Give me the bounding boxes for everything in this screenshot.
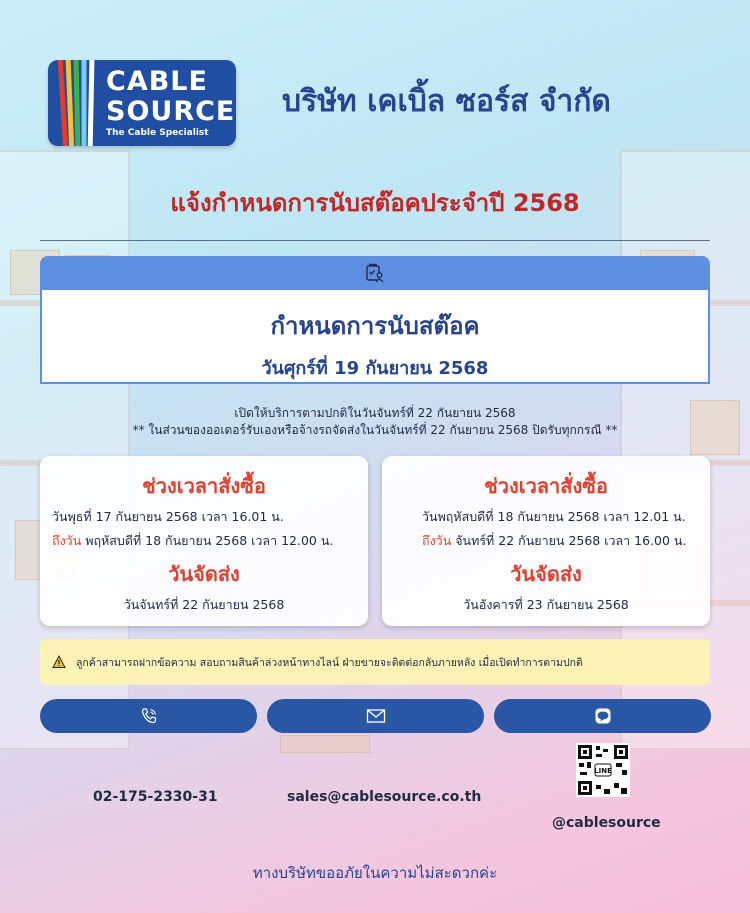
delivery-date: วันจันทร์ที่ 22 กันยายน 2568 xyxy=(123,597,285,612)
warning-text: ลูกค้าสามารถฝากข้อความ สอบถามสินค้าล่วงหน้าทางไลน์ ฝ่ายขายจะติดต่อกลับภายหลัง เมื่อเปิดทำการตามปกติ xyxy=(76,656,583,669)
company-name: บริษัท เคเบิ้ล ซอร์ส จำกัด xyxy=(282,84,611,119)
qr-line-label: LINE xyxy=(594,767,612,775)
line-id[interactable]: @cablesource xyxy=(552,815,661,831)
self-pickup-notice: ** ในส่วนของออเดอร์รับเองหรือจ้างรถจัดส่งในวันจันทร์ที่ 22 กันยายน 2568 ปิดรับทุกกรณี ** xyxy=(132,423,618,437)
cable-wires-icon xyxy=(52,60,102,146)
schedule-date: วันศุกร์ที่ 19 กันยายน 2568 xyxy=(261,358,489,379)
line-chat-icon xyxy=(594,707,612,725)
logo-tagline: The Cable Specialist xyxy=(106,128,209,138)
delivery-title: วันจัดส่ง xyxy=(510,562,582,586)
delivery-date: วันอังคารที่ 23 กันยายน 2568 xyxy=(463,597,629,612)
line-button[interactable] xyxy=(494,699,711,733)
order-to-line xyxy=(422,531,686,551)
call-button[interactable] xyxy=(40,699,257,733)
apology-text: ทางบริษัทขออภัยในความไม่สะดวกค่ะ xyxy=(252,864,498,882)
qr-code-icon xyxy=(576,743,630,797)
to-prefix: ถึงวัน xyxy=(422,533,452,548)
checklist-person-icon xyxy=(365,263,385,283)
warning-banner xyxy=(40,639,710,685)
order-to-line xyxy=(52,531,333,551)
to-prefix: ถึงวัน xyxy=(52,533,82,548)
order-from-line: วันพฤหัสบดีที่ 18 กันยายน 2568 เวลา 12.01 น. xyxy=(422,509,686,524)
logo-text-source: SOURCE xyxy=(106,96,236,127)
logo-text-cable: CABLE xyxy=(106,66,208,97)
email-address[interactable]: sales@cablesource.co.th xyxy=(287,789,482,805)
reopen-notice: เปิดให้บริการตามปกติในวันจันทร์ที่ 22 กันยายน 2568 xyxy=(234,406,516,420)
page-heading: แจ้งกำหนดการนับสต๊อคประจำปี 2568 xyxy=(170,189,580,217)
order-panel-1 xyxy=(40,456,368,626)
order-period-title: ช่วงเวลาสั่งซื้อ xyxy=(484,474,608,498)
pallet xyxy=(280,735,370,753)
order-from-line: วันพุธที่ 17 กันยายน 2568 เวลา 16.01 น. xyxy=(52,509,284,524)
line-qr-code[interactable] xyxy=(576,743,630,797)
company-logo xyxy=(48,60,236,146)
phone-icon xyxy=(140,707,158,725)
order-period-title: ช่วงเวลาสั่งซื้อ xyxy=(142,474,266,498)
to-text: พฤหัสบดีที่ 18 กันยายน 2568 เวลา 12.00 น. xyxy=(85,533,334,548)
envelope-icon xyxy=(366,708,386,724)
email-button[interactable] xyxy=(267,699,484,733)
delivery-title: วันจัดส่ง xyxy=(168,562,240,586)
schedule-card-header xyxy=(40,256,710,290)
schedule-card xyxy=(40,290,710,384)
schedule-title: กำหนดการนับสต๊อค xyxy=(270,312,480,340)
divider xyxy=(40,240,710,241)
warning-icon xyxy=(52,655,66,669)
to-text: จันทร์ที่ 22 กันยายน 2568 เวลา 16.00 น. xyxy=(455,533,687,548)
phone-number[interactable]: 02-175-2330-31 xyxy=(93,789,218,805)
order-panel-2 xyxy=(382,456,710,626)
